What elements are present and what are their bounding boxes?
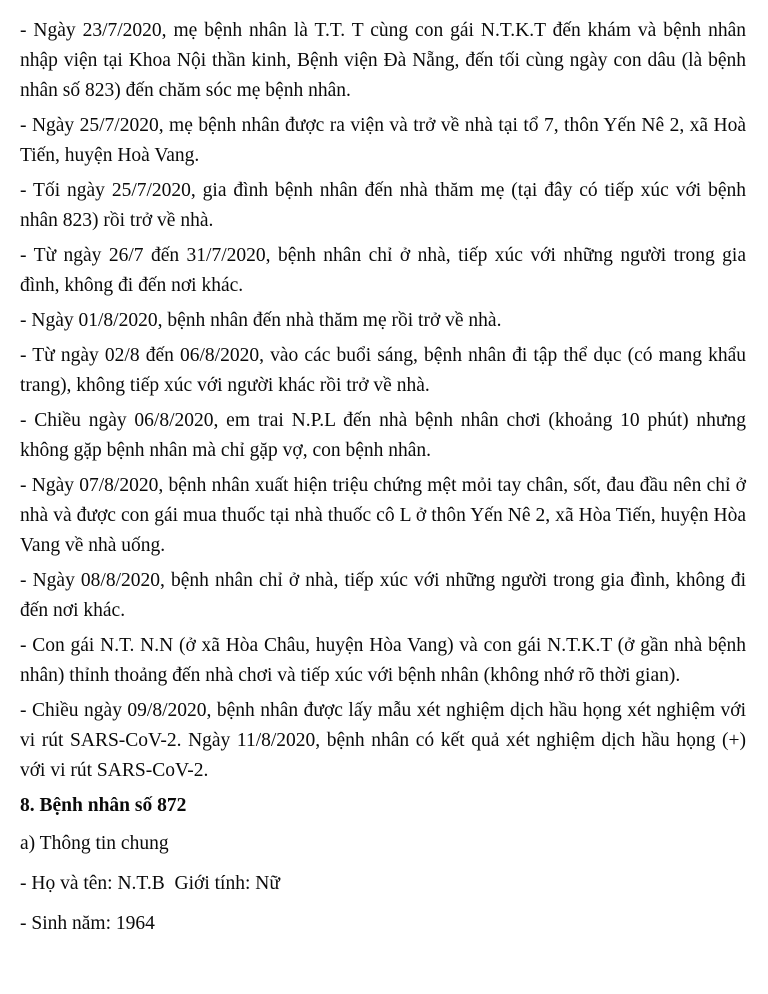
timeline-entry-2020-08-08: - Ngày 08/8/2020, bệnh nhân chỉ ở nhà, tiếp xúc với những người trong gia đình, không đi đến nơi khác.	[20, 570, 746, 621]
timeline-entry-2020-07-25-evening: - Tối ngày 25/7/2020, gia đình bệnh nhân đến nhà thăm mẹ (tại đây có tiếp xúc với bệnh nhân 823) rồi trở về nhà.	[20, 180, 746, 231]
next-patient-section	[20, 791, 746, 939]
timeline-entry-daughters-visits: - Con gái N.T. N.N (ở xã Hòa Châu, huyện Hòa Vang) và con gái N.T.K.T (ở gần nhà bệnh nhân) thỉnh thoảng đến nhà chơi và tiếp xúc với bệnh nhân (không nhớ rõ thời gian).	[20, 635, 746, 686]
timeline-entry-2020-07-26-to-31: - Từ ngày 26/7 đến 31/7/2020, bệnh nhân chỉ ở nhà, tiếp xúc với những người trong gia đình, không đi đến nơi khác.	[20, 245, 746, 296]
patient-name-gender: - Họ và tên: N.T.B Giới tính: Nữ	[20, 873, 280, 894]
timeline-entry-2020-08-01: - Ngày 01/8/2020, bệnh nhân đến nhà thăm mẹ rồi trở về nhà.	[20, 310, 502, 331]
patient-timeline	[20, 16, 746, 786]
timeline-entry-2020-07-23: - Ngày 23/7/2020, mẹ bệnh nhân là T.T. T cùng con gái N.T.K.T đến khám và bệnh nhân nhập viện tại Khoa Nội thần kinh, Bệnh viện Đà Nẵng, đến tối cùng ngày con dâu (là bệnh nhân số 823) đến chăm sóc mẹ bệnh nhân.	[20, 20, 746, 101]
timeline-entry-2020-08-02-to-06: - Từ ngày 02/8 đến 06/8/2020, vào các buổi sáng, bệnh nhân đi tập thể dục (có mang khẩu trang), không tiếp xúc với người khác rồi trở về nhà.	[20, 345, 746, 396]
section-heading-patient-872: 8. Bệnh nhân số 872	[20, 795, 187, 816]
timeline-entry-2020-08-06-afternoon: - Chiều ngày 06/8/2020, em trai N.P.L đến nhà bệnh nhân chơi (khoảng 10 phút) nhưng không gặp bệnh nhân mà chỉ gặp vợ, con bệnh nhân.	[20, 410, 746, 461]
patient-birth-year: - Sinh năm: 1964	[20, 913, 155, 934]
timeline-entry-2020-07-25: - Ngày 25/7/2020, mẹ bệnh nhân được ra viện và trở về nhà tại tổ 7, thôn Yến Nê 2, xã Hoà Tiến, huyện Hoà Vang.	[20, 115, 746, 166]
timeline-entry-2020-08-07: - Ngày 07/8/2020, bệnh nhân xuất hiện triệu chứng mệt mỏi tay chân, sốt, đau đầu nên chỉ ở nhà và được con gái mua thuốc tại nhà thuốc cô L ở thôn Yến Nê 2, xã Hòa Tiến, huyện Hòa Vang về nhà uống.	[20, 475, 746, 556]
timeline-entry-2020-08-09-testing: - Chiều ngày 09/8/2020, bệnh nhân được lấy mẫu xét nghiệm dịch hầu họng xét nghiệm với vi rút SARS-CoV-2. Ngày 11/8/2020, bệnh nhân có kết quả xét nghiệm dịch hầu họng (+) với vi rút SARS-CoV-2.	[20, 700, 746, 781]
section-subheading-general-info: a) Thông tin chung	[20, 833, 169, 854]
